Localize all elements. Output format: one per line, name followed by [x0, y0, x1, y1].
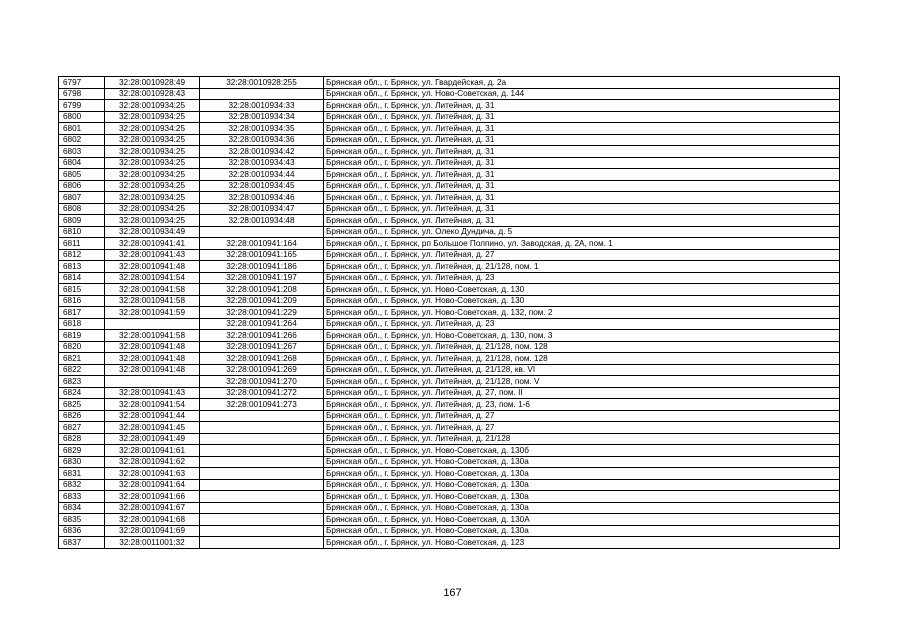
land-cadastral-number-cell: 32:28:0010941:66 — [105, 491, 200, 503]
land-cadastral-number-cell: 32:28:0010941:58 — [105, 295, 200, 307]
registry-table-body — [59, 77, 840, 549]
table-row — [59, 514, 840, 526]
object-cadastral-number-cell: 32:28:0010941:273 — [200, 399, 324, 411]
land-cadastral-number-cell: 32:28:0010934:25 — [105, 134, 200, 146]
land-cadastral-number-cell: 32:28:0010941:63 — [105, 468, 200, 480]
land-cadastral-number-cell: 32:28:0010941:61 — [105, 445, 200, 457]
row-number-cell: 6821 — [59, 353, 105, 365]
object-cadastral-number-cell: 32:28:0010934:48 — [200, 215, 324, 227]
land-cadastral-number-cell: 32:28:0010941:59 — [105, 307, 200, 319]
object-cadastral-number-cell: 32:28:0010941:272 — [200, 387, 324, 399]
row-number-cell: 6805 — [59, 169, 105, 181]
land-cadastral-number-cell: 32:28:0010941:49 — [105, 433, 200, 445]
row-number-cell: 6810 — [59, 226, 105, 238]
row-number-cell: 6806 — [59, 180, 105, 192]
address-cell: Брянская обл., г. Брянск, ул. Гвардейская, д. 2а — [324, 77, 840, 89]
land-cadastral-number-cell: 32:28:0010941:58 — [105, 330, 200, 342]
table-row — [59, 445, 840, 457]
object-cadastral-number-cell — [200, 479, 324, 491]
land-cadastral-number-cell: 32:28:0010941:58 — [105, 284, 200, 296]
land-cadastral-number-cell — [105, 318, 200, 330]
address-cell: Брянская обл., г. Брянск, ул. Литейная, д. 31 — [324, 215, 840, 227]
table-row — [59, 433, 840, 445]
address-cell: Брянская обл., г. Брянск, ул. Ново-Советская, д. 130а — [324, 491, 840, 503]
object-cadastral-number-cell — [200, 422, 324, 434]
table-row — [59, 284, 840, 296]
table-row — [59, 330, 840, 342]
object-cadastral-number-cell: 32:28:0010934:47 — [200, 203, 324, 215]
table-row — [59, 111, 840, 123]
object-cadastral-number-cell: 32:28:0010941:209 — [200, 295, 324, 307]
table-row — [59, 399, 840, 411]
address-cell: Брянская обл., г. Брянск, ул. Литейная, д. 31 — [324, 192, 840, 204]
row-number-cell: 6804 — [59, 157, 105, 169]
table-row — [59, 249, 840, 261]
object-cadastral-number-cell: 32:28:0010941:186 — [200, 261, 324, 273]
row-number-cell: 6829 — [59, 445, 105, 457]
row-number-cell: 6834 — [59, 502, 105, 514]
address-cell: Брянская обл., г. Брянск, ул. Ново-Советская, д. 130А — [324, 514, 840, 526]
object-cadastral-number-cell — [200, 445, 324, 457]
address-cell: Брянская обл., г. Брянск, ул. Олеко Дундича, д. 5 — [324, 226, 840, 238]
object-cadastral-number-cell: 32:28:0010941:268 — [200, 353, 324, 365]
address-cell: Брянская обл., г. Брянск, ул. Ново-Советская, д. 130а — [324, 525, 840, 537]
object-cadastral-number-cell: 32:28:0010941:267 — [200, 341, 324, 353]
land-cadastral-number-cell: 32:28:0010941:54 — [105, 399, 200, 411]
object-cadastral-number-cell: 32:28:0010928:255 — [200, 77, 324, 89]
row-number-cell: 6798 — [59, 88, 105, 100]
table-row — [59, 215, 840, 227]
object-cadastral-number-cell: 32:28:0010941:165 — [200, 249, 324, 261]
table-row — [59, 180, 840, 192]
row-number-cell: 6812 — [59, 249, 105, 261]
land-cadastral-number-cell: 32:28:0010934:25 — [105, 180, 200, 192]
land-cadastral-number-cell: 32:28:0010934:25 — [105, 123, 200, 135]
table-row — [59, 134, 840, 146]
table-row — [59, 88, 840, 100]
address-cell: Брянская обл., г. Брянск, ул. Литейная, д. 27 — [324, 249, 840, 261]
row-number-cell: 6835 — [59, 514, 105, 526]
table-row — [59, 387, 840, 399]
row-number-cell: 6824 — [59, 387, 105, 399]
land-cadastral-number-cell: 32:28:0010941:54 — [105, 272, 200, 284]
address-cell: Брянская обл., г. Брянск, ул. Ново-Советская, д. 123 — [324, 537, 840, 549]
land-cadastral-number-cell: 32:28:0010941:48 — [105, 353, 200, 365]
row-number-cell: 6809 — [59, 215, 105, 227]
land-cadastral-number-cell: 32:28:0010941:44 — [105, 410, 200, 422]
table-row — [59, 100, 840, 112]
table-row — [59, 422, 840, 434]
row-number-cell: 6820 — [59, 341, 105, 353]
row-number-cell: 6799 — [59, 100, 105, 112]
object-cadastral-number-cell: 32:28:0010934:44 — [200, 169, 324, 181]
row-number-cell: 6819 — [59, 330, 105, 342]
object-cadastral-number-cell — [200, 537, 324, 549]
object-cadastral-number-cell — [200, 468, 324, 480]
address-cell: Брянская обл., г. Брянск, ул. Ново-Советская, д. 130а — [324, 479, 840, 491]
address-cell: Брянская обл., г. Брянск, ул. Литейная, д. 27 — [324, 422, 840, 434]
row-number-cell: 6833 — [59, 491, 105, 503]
object-cadastral-number-cell: 32:28:0010941:270 — [200, 376, 324, 388]
object-cadastral-number-cell: 32:28:0010934:42 — [200, 146, 324, 158]
object-cadastral-number-cell — [200, 491, 324, 503]
object-cadastral-number-cell: 32:28:0010941:229 — [200, 307, 324, 319]
land-cadastral-number-cell: 32:28:0010934:25 — [105, 146, 200, 158]
address-cell: Брянская обл., г. Брянск, ул. Литейная, д. 31 — [324, 100, 840, 112]
address-cell: Брянская обл., г. Брянск, ул. Литейная, д. 31 — [324, 134, 840, 146]
row-number-cell: 6831 — [59, 468, 105, 480]
address-cell: Брянская обл., г. Брянск, ул. Ново-Советская, д. 144 — [324, 88, 840, 100]
land-cadastral-number-cell: 32:28:0010941:69 — [105, 525, 200, 537]
object-cadastral-number-cell — [200, 226, 324, 238]
address-cell: Брянская обл., г. Брянск, ул. Ново-Советская, д. 130а — [324, 468, 840, 480]
table-row — [59, 307, 840, 319]
address-cell: Брянская обл., г. Брянск, ул. Литейная, д. 31 — [324, 203, 840, 215]
object-cadastral-number-cell — [200, 502, 324, 514]
row-number-cell: 6803 — [59, 146, 105, 158]
row-number-cell: 6818 — [59, 318, 105, 330]
object-cadastral-number-cell: 32:28:0010941:269 — [200, 364, 324, 376]
land-cadastral-number-cell: 32:28:0010934:25 — [105, 192, 200, 204]
address-cell: Брянская обл., г. Брянск, ул. Ново-Советская, д. 132, пом. 2 — [324, 307, 840, 319]
row-number-cell: 6830 — [59, 456, 105, 468]
row-number-cell: 6811 — [59, 238, 105, 250]
object-cadastral-number-cell: 32:28:0010934:46 — [200, 192, 324, 204]
row-number-cell: 6801 — [59, 123, 105, 135]
land-cadastral-number-cell — [105, 376, 200, 388]
table-row — [59, 146, 840, 158]
land-cadastral-number-cell: 32:28:0010941:62 — [105, 456, 200, 468]
registry-table — [58, 76, 840, 549]
table-row — [59, 238, 840, 250]
row-number-cell: 6837 — [59, 537, 105, 549]
address-cell: Брянская обл., г. Брянск, ул. Литейная, д. 27, пом. II — [324, 387, 840, 399]
row-number-cell: 6808 — [59, 203, 105, 215]
address-cell: Брянская обл., г. Брянск, ул. Литейная, д. 27 — [324, 410, 840, 422]
table-row — [59, 376, 840, 388]
row-number-cell: 6800 — [59, 111, 105, 123]
land-cadastral-number-cell: 32:28:0010941:67 — [105, 502, 200, 514]
table-row — [59, 226, 840, 238]
land-cadastral-number-cell: 32:28:0010941:45 — [105, 422, 200, 434]
address-cell: Брянская обл., г. Брянск, ул. Литейная, д. 31 — [324, 157, 840, 169]
land-cadastral-number-cell: 32:28:0010941:48 — [105, 364, 200, 376]
land-cadastral-number-cell: 32:28:0010934:25 — [105, 203, 200, 215]
row-number-cell: 6827 — [59, 422, 105, 434]
table-row — [59, 502, 840, 514]
row-number-cell: 6826 — [59, 410, 105, 422]
object-cadastral-number-cell: 32:28:0010941:197 — [200, 272, 324, 284]
object-cadastral-number-cell: 32:28:0010934:33 — [200, 100, 324, 112]
table-row — [59, 123, 840, 135]
row-number-cell: 6832 — [59, 479, 105, 491]
table-row — [59, 525, 840, 537]
address-cell: Брянская обл., г. Брянск, ул. Литейная, д. 21/128, пом. 128 — [324, 341, 840, 353]
object-cadastral-number-cell — [200, 433, 324, 445]
row-number-cell: 6825 — [59, 399, 105, 411]
table-row — [59, 364, 840, 376]
row-number-cell: 6814 — [59, 272, 105, 284]
land-cadastral-number-cell: 32:28:0010928:49 — [105, 77, 200, 89]
table-row — [59, 272, 840, 284]
row-number-cell: 6823 — [59, 376, 105, 388]
address-cell: Брянская обл., г. Брянск, ул. Ново-Советская, д. 130а — [324, 456, 840, 468]
row-number-cell: 6802 — [59, 134, 105, 146]
address-cell: Брянская обл., г. Брянск, ул. Литейная, д. 21/128, пом. 1 — [324, 261, 840, 273]
land-cadastral-number-cell: 32:28:0011001:32 — [105, 537, 200, 549]
table-row — [59, 353, 840, 365]
table-row — [59, 169, 840, 181]
land-cadastral-number-cell: 32:28:0010934:25 — [105, 157, 200, 169]
address-cell: Брянская обл., г. Брянск, ул. Литейная, д. 21/128, пом. V — [324, 376, 840, 388]
address-cell: Брянская обл., г. Брянск, ул. Ново-Советская, д. 130 — [324, 284, 840, 296]
land-cadastral-number-cell: 32:28:0010941:41 — [105, 238, 200, 250]
table-row — [59, 491, 840, 503]
object-cadastral-number-cell — [200, 514, 324, 526]
row-number-cell: 6816 — [59, 295, 105, 307]
object-cadastral-number-cell: 32:28:0010941:264 — [200, 318, 324, 330]
object-cadastral-number-cell — [200, 88, 324, 100]
table-row — [59, 479, 840, 491]
land-cadastral-number-cell: 32:28:0010934:25 — [105, 111, 200, 123]
object-cadastral-number-cell: 32:28:0010941:208 — [200, 284, 324, 296]
table-row — [59, 77, 840, 89]
land-cadastral-number-cell: 32:28:0010934:49 — [105, 226, 200, 238]
address-cell: Брянская обл., г. Брянск, ул. Литейная, д. 31 — [324, 111, 840, 123]
object-cadastral-number-cell — [200, 525, 324, 537]
table-row — [59, 341, 840, 353]
row-number-cell: 6797 — [59, 77, 105, 89]
address-cell: Брянская обл., г. Брянск, ул. Литейная, д. 31 — [324, 169, 840, 181]
table-row — [59, 192, 840, 204]
row-number-cell: 6807 — [59, 192, 105, 204]
row-number-cell: 6815 — [59, 284, 105, 296]
row-number-cell: 6817 — [59, 307, 105, 319]
row-number-cell: 6828 — [59, 433, 105, 445]
object-cadastral-number-cell — [200, 456, 324, 468]
object-cadastral-number-cell: 32:28:0010934:34 — [200, 111, 324, 123]
land-cadastral-number-cell: 32:28:0010934:25 — [105, 169, 200, 181]
table-row — [59, 468, 840, 480]
object-cadastral-number-cell: 32:28:0010934:45 — [200, 180, 324, 192]
table-row — [59, 295, 840, 307]
row-number-cell: 6813 — [59, 261, 105, 273]
table-row — [59, 261, 840, 273]
address-cell: Брянская обл., г. Брянск, ул. Литейная, д. 21/128, пом. 128 — [324, 353, 840, 365]
object-cadastral-number-cell: 32:28:0010934:43 — [200, 157, 324, 169]
table-row — [59, 318, 840, 330]
address-cell: Брянская обл., г. Брянск, ул. Литейная, д. 23, пом. 1-6 — [324, 399, 840, 411]
address-cell: Брянская обл., г. Брянск, ул. Литейная, д. 21/128 — [324, 433, 840, 445]
land-cadastral-number-cell: 32:28:0010941:68 — [105, 514, 200, 526]
address-cell: Брянская обл., г. Брянск, ул. Ново-Советская, д. 130 — [324, 295, 840, 307]
address-cell: Брянская обл., г. Брянск, рп Большое Полпино, ул. Заводская, д. 2А, пом. 1 — [324, 238, 840, 250]
address-cell: Брянская обл., г. Брянск, ул. Литейная, д. 21/128, кв. VI — [324, 364, 840, 376]
address-cell: Брянская обл., г. Брянск, ул. Ново-Советская, д. 130б — [324, 445, 840, 457]
page-number: 167 — [443, 587, 462, 599]
object-cadastral-number-cell: 32:28:0010934:36 — [200, 134, 324, 146]
address-cell: Брянская обл., г. Брянск, ул. Ново-Советская, д. 130, пом. 3 — [324, 330, 840, 342]
address-cell: Брянская обл., г. Брянск, ул. Литейная, д. 23 — [324, 272, 840, 284]
table-row — [59, 410, 840, 422]
land-cadastral-number-cell: 32:28:0010934:25 — [105, 100, 200, 112]
row-number-cell: 6822 — [59, 364, 105, 376]
address-cell: Брянская обл., г. Брянск, ул. Литейная, д. 31 — [324, 180, 840, 192]
object-cadastral-number-cell: 32:28:0010941:266 — [200, 330, 324, 342]
object-cadastral-number-cell: 32:28:0010941:164 — [200, 238, 324, 250]
table-row — [59, 537, 840, 549]
address-cell: Брянская обл., г. Брянск, ул. Литейная, д. 31 — [324, 123, 840, 135]
land-cadastral-number-cell: 32:28:0010928:43 — [105, 88, 200, 100]
land-cadastral-number-cell: 32:28:0010941:43 — [105, 249, 200, 261]
row-number-cell: 6836 — [59, 525, 105, 537]
object-cadastral-number-cell: 32:28:0010934:35 — [200, 123, 324, 135]
table-row — [59, 157, 840, 169]
land-cadastral-number-cell: 32:28:0010934:25 — [105, 215, 200, 227]
table-row — [59, 456, 840, 468]
address-cell: Брянская обл., г. Брянск, ул. Ново-Советская, д. 130а — [324, 502, 840, 514]
land-cadastral-number-cell: 32:28:0010941:48 — [105, 341, 200, 353]
object-cadastral-number-cell — [200, 410, 324, 422]
land-cadastral-number-cell: 32:28:0010941:48 — [105, 261, 200, 273]
land-cadastral-number-cell: 32:28:0010941:43 — [105, 387, 200, 399]
address-cell: Брянская обл., г. Брянск, ул. Литейная, д. 23 — [324, 318, 840, 330]
table-row — [59, 203, 840, 215]
address-cell: Брянская обл., г. Брянск, ул. Литейная, д. 31 — [324, 146, 840, 158]
land-cadastral-number-cell: 32:28:0010941:64 — [105, 479, 200, 491]
